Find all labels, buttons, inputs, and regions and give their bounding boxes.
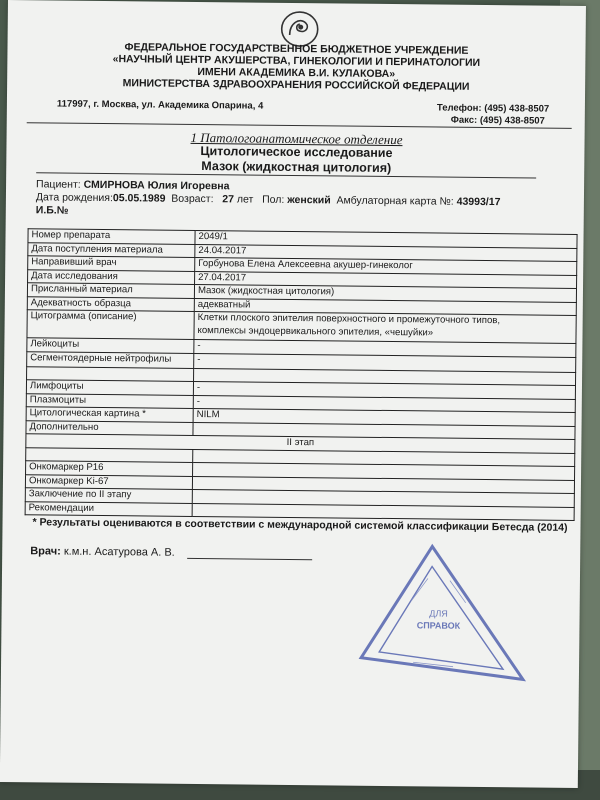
row-label: Присланный материал [27,283,194,298]
bethesda-footnote: * Результаты оцениваются в соответствии с международной системой классификации Бетесда (2014) [32,516,568,534]
sex-value: женский [287,193,331,207]
row-value: Мазок (жидкостная цитология) [194,284,576,301]
patient-details-line [36,191,501,208]
row-label: Цитологическая картина * [26,407,193,422]
row-label: Дата исследования [28,269,195,284]
cytogram-line-2: комплексы эндоцервикального эпителия, «чешуйки» [197,324,434,338]
department-title: 1 Патологоанатомическое отделение [190,129,403,148]
age-label: Возраст: [171,192,214,206]
row-label: Лимфоциты [26,380,193,395]
dob-value: 05.05.1989 [112,192,166,205]
row-value: 27.04.2017 [195,271,577,288]
doctor-name: к.м.н. Асатурова А. В. [63,545,175,559]
row-label: Номер препарата [28,229,195,244]
row-label: Направивший врач [28,256,195,271]
row-label: Лейкоциты [27,338,194,353]
row-value: Горбунова Елена Алексеевна акушер-гинеколог [195,257,577,274]
row-value: адекватный [194,298,576,315]
patient-line [36,178,230,192]
age-unit: лет [236,193,254,206]
address-phone: Телефон: (495) 438-8507 [436,102,550,115]
dob-label: Дата рождения: [35,191,113,205]
ib-line [36,204,69,216]
row-label: Рекомендации [25,501,192,516]
cytogram-line-1: Клетки плоского эпителия поверхностного и промежуточного типов, [197,312,501,327]
study-subtitle: Мазок (жидкостная цитология) [201,159,392,176]
row-value: 24.04.2017 [195,244,577,261]
row-value: - [194,339,576,356]
row-value [194,311,576,343]
header-line-3: ИМЕНИ АКАДЕМИКА В.И. КУЛАКОВА» [197,65,396,81]
row-value: - [194,353,576,372]
row-value: - [193,395,575,412]
row-label: Дата поступления материала [28,242,195,257]
sex-label: Пол: [262,193,285,206]
row-label: Сегментоядерные нейтрофилы [27,351,194,368]
header-line-4: МИНИСТЕРСТВА ЗДРАВООХРАНЕНИЯ РОССИЙСКОЙ ФЕДЕРАЦИИ [122,77,470,93]
doctor-label: Врач: [30,545,61,558]
row-label: Дополнительно [26,420,193,435]
ib-label: И.Б.№ [35,204,69,217]
row-value: NILM [193,408,575,425]
header-line-1: ФЕДЕРАЛЬНОЕ ГОСУДАРСТВЕННОЕ БЮДЖЕТНОЕ УЧРЕЖДЕНИЕ [124,41,469,57]
row-label: Онкомаркер Ki-67 [25,474,192,489]
address-fax: Факс: (495) 438-8507 [450,114,545,127]
doctor-line [30,545,175,559]
age-value: 27 [222,193,235,206]
card-value: 43993/17 [456,195,501,209]
header-line-2: «НАУЧНЫЙ ЦЕНТР АКУШЕРСТВА, ГИНЕКОЛОГИИ И ПЕРИНАТОЛОГИИ [112,53,481,69]
study-title: Цитологическое исследование [200,144,393,161]
row-label: Заключение по II этапу [25,488,192,503]
row-label: Плазмоциты [26,393,193,408]
patient-label: Пациент: [36,178,81,191]
row-label: Цитограмма (описание) [27,310,194,340]
signature-line [187,558,312,560]
stamp-text-line-1: ДЛЯ [429,608,448,619]
stamp-text-line-2: СПРАВОК [416,620,461,631]
row-label: Онкомаркер P16 [26,461,193,476]
address-street: 117997, г. Москва, ул. Академика Опарина, 4 [56,98,264,112]
patient-name: СМИРНОВА Юлия Игоревна [83,178,230,193]
card-label: Амбулаторная карта №: [336,194,454,208]
stage-2-header: II этап [26,434,575,453]
row-value: - [193,381,575,398]
row-value: 2049/1 [195,230,577,247]
results-table [25,228,578,521]
row-label: Адекватность образца [27,296,194,311]
